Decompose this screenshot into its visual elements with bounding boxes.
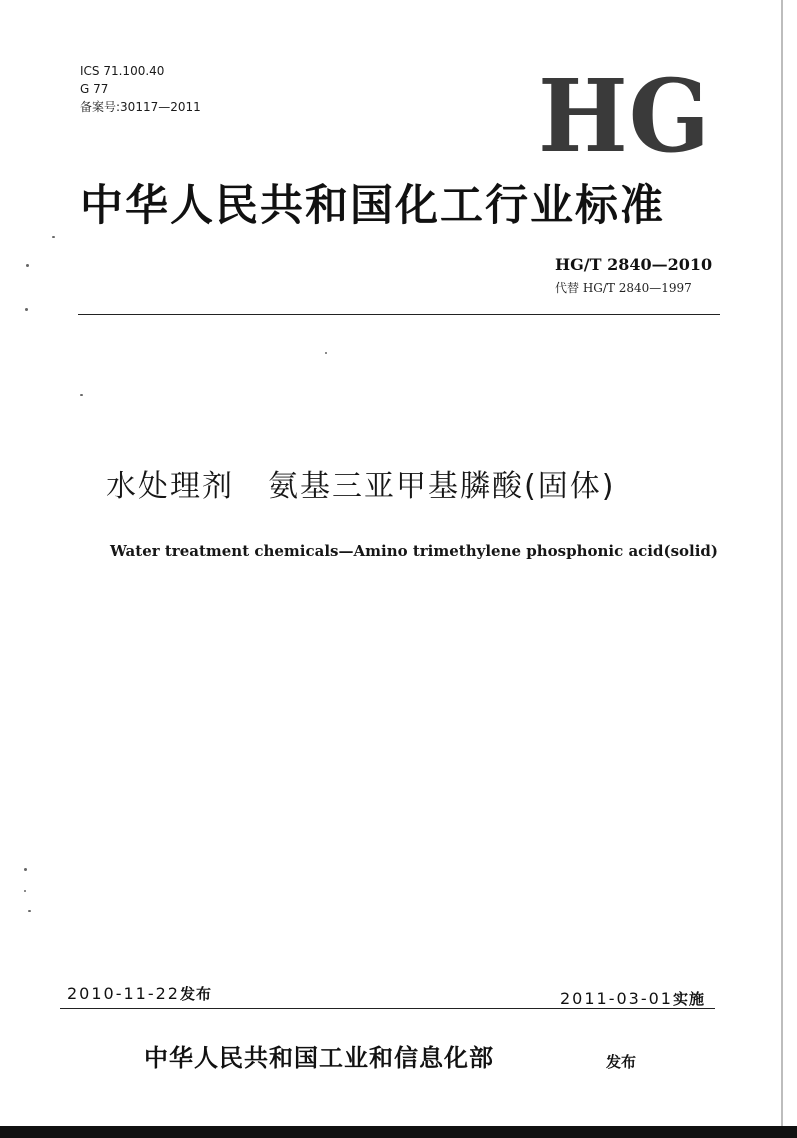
document-title-en: Water treatment chemicals—Amino trimethylene phosphonic acid(solid)	[110, 542, 719, 560]
standard-header-title: 中华人民共和国化工行业标准	[80, 181, 665, 231]
scan-speck	[52, 236, 55, 238]
title-cn-part2: 氨基三亚甲基膦酸(固体)	[268, 469, 616, 504]
scan-speck	[80, 394, 83, 396]
publisher-name: 中华人民共和国工业和信息化部	[144, 1044, 494, 1072]
scan-speck	[28, 910, 31, 912]
scan-speck	[26, 264, 29, 267]
scan-speck	[25, 308, 28, 311]
replaces-standard: 代替 HG/T 2840—1997	[555, 281, 692, 295]
scan-speck	[325, 352, 327, 354]
scan-edge-right	[781, 0, 783, 1138]
record-number: 备案号:30117—2011	[80, 100, 201, 114]
scan-speck	[24, 868, 27, 871]
issue-label: 发布	[179, 985, 212, 1003]
category-code: G 77	[80, 82, 109, 96]
footer-divider	[60, 1008, 715, 1009]
hg-logo: HG	[538, 57, 711, 175]
issue-date-block	[67, 983, 212, 1005]
standard-number: HG/T 2840—2010	[555, 255, 713, 274]
implementation-date: 2011-03-01	[560, 989, 673, 1008]
document-title-cn	[106, 467, 615, 507]
scan-speck	[24, 890, 26, 892]
title-cn-part1: 水处理剂	[106, 469, 234, 504]
implementation-date-block	[560, 988, 705, 1010]
classification-block	[80, 62, 201, 116]
implementation-label: 实施	[672, 990, 705, 1008]
scan-edge-bottom	[0, 1126, 797, 1138]
issue-date: 2010-11-22	[67, 984, 180, 1003]
ics-code: ICS 71.100.40	[80, 64, 165, 78]
header-divider	[78, 314, 720, 315]
publish-label: 发布	[606, 1053, 637, 1071]
